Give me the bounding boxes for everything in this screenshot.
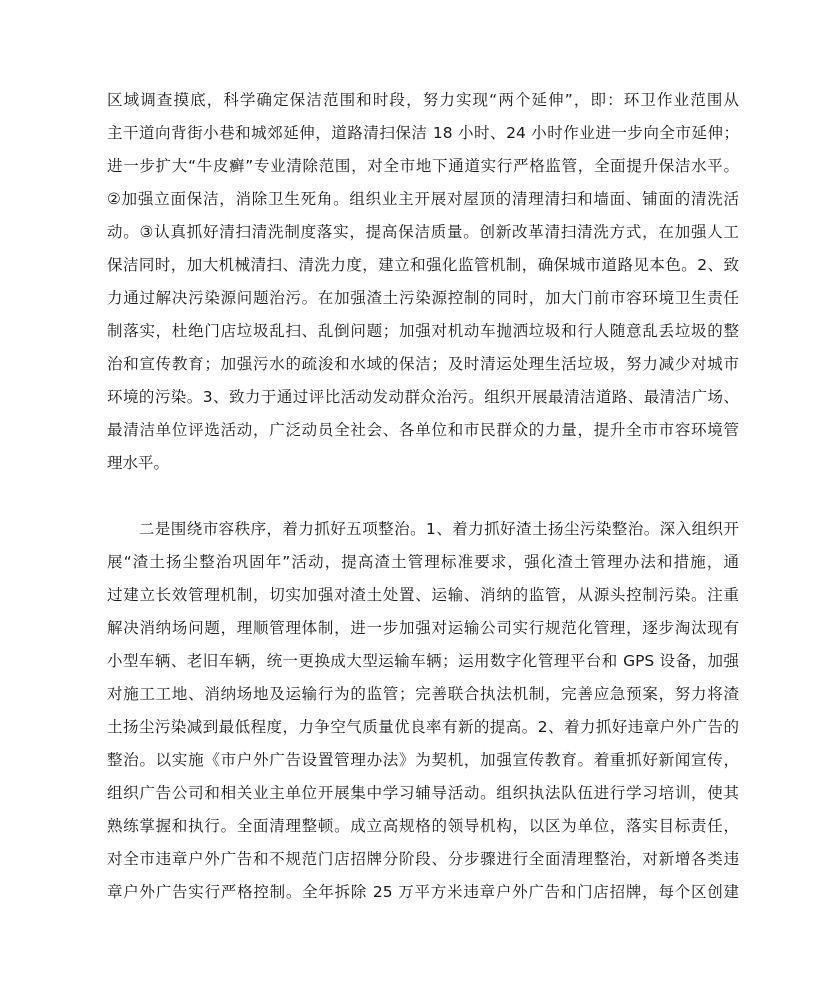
text-line: 二是围绕市容秩序，着力抓好五项整治。1、着力抓好渣土扬尘污染整治。深入组织开 — [107, 520, 739, 538]
text-line: 过建立长效管理机制，切实加强对渣土处置、运输、消纳的监管，从源头控制污染。注重 — [107, 586, 739, 604]
text-line: 对全市违章户外广告和不规范门店招牌分阶段、分步骤进行全面清理整治，对新增各类违 — [107, 850, 739, 868]
text-line: 土扬尘污染减到最低程度，力争空气质量优良率有新的提高。2、着力抓好违章户外广告的 — [107, 718, 739, 736]
text-line: 保洁同时，加大机械清扫、清洗力度，建立和强化监管机制，确保城市道路见本色。2、致 — [107, 256, 739, 274]
text-line: 解决消纳场问题，理顺管理体制，进一步加强对运输公司实行规范化管理，逐步淘汰现有 — [107, 619, 739, 637]
text-line: 力通过解决污染源问题治污。在加强渣土污染源控制的同时，加大门前市容环境卫生责任 — [107, 289, 739, 307]
paragraph-spacer — [107, 480, 739, 513]
text-line: 环境的污染。3、致力于通过评比活动发动群众治污。组织开展最清洁道路、最清洁广场、 — [107, 388, 739, 406]
text-line: 理水平。 — [107, 454, 170, 472]
text-line: 进一步扩大“牛皮癣”专业清除范围，对全市地下通道实行严格监管，全面提升保洁水平。 — [107, 157, 739, 175]
text-line: 整治。以实施《市户外广告设置管理办法》为契机，加强宣传教育。着重抓好新闻宣传， — [107, 751, 739, 769]
paragraph-2 — [107, 513, 739, 909]
text-line: 组织广告公司和相关业主单位开展集中学习辅导活动。组织执法队伍进行学习培训，使其 — [107, 784, 739, 802]
text-line: 制落实，杜绝门店垃圾乱扫、乱倒问题；加强对机动车抛洒垃圾和行人随意乱丢垃圾的整 — [107, 322, 739, 340]
text-line: 治和宣传教育；加强污水的疏浚和水域的保洁；及时清运处理生活垃圾，努力减少对城市 — [107, 355, 739, 373]
paragraph-1 — [107, 84, 739, 480]
text-line: 动。③认真抓好清扫清洗制度落实，提高保洁质量。创新改革清扫清洗方式，在加强人工 — [107, 223, 739, 241]
text-line: 对施工工地、消纳场地及运输行为的监管；完善联合执法机制，完善应急预案，努力将渣 — [107, 685, 739, 703]
text-line: 章户外广告实行严格控制。全年拆除 25 万平方米违章户外广告和门店招牌，每个区创建 — [107, 883, 739, 901]
text-line: 区域调查摸底，科学确定保洁范围和时段，努力实现“两个延伸”，即：环卫作业范围从 — [107, 91, 739, 109]
document-body — [107, 84, 739, 909]
text-line: 展“渣土扬尘整治巩固年”活动，提高渣土管理标准要求，强化渣土管理办法和措施，通 — [107, 553, 739, 571]
text-line: 熟练掌握和执行。全面清理整顿。成立高规格的领导机构，以区为单位，落实目标责任， — [107, 817, 739, 835]
text-line: 最清洁单位评选活动，广泛动员全社会、各单位和市民群众的力量，提升全市市容环境管 — [107, 421, 739, 439]
text-line: 小型车辆、老旧车辆，统一更换成大型运输车辆；运用数字化管理平台和 GPS 设备，加强 — [107, 652, 739, 670]
text-line: 主干道向背街小巷和城郊延伸，道路清扫保洁 18 小时、24 小时作业进一步向全市延伸； — [107, 124, 739, 142]
text-line: ②加强立面保洁，消除卫生死角。组织业主开展对屋顶的清理清扫和墙面、铺面的清洗活 — [107, 190, 739, 208]
